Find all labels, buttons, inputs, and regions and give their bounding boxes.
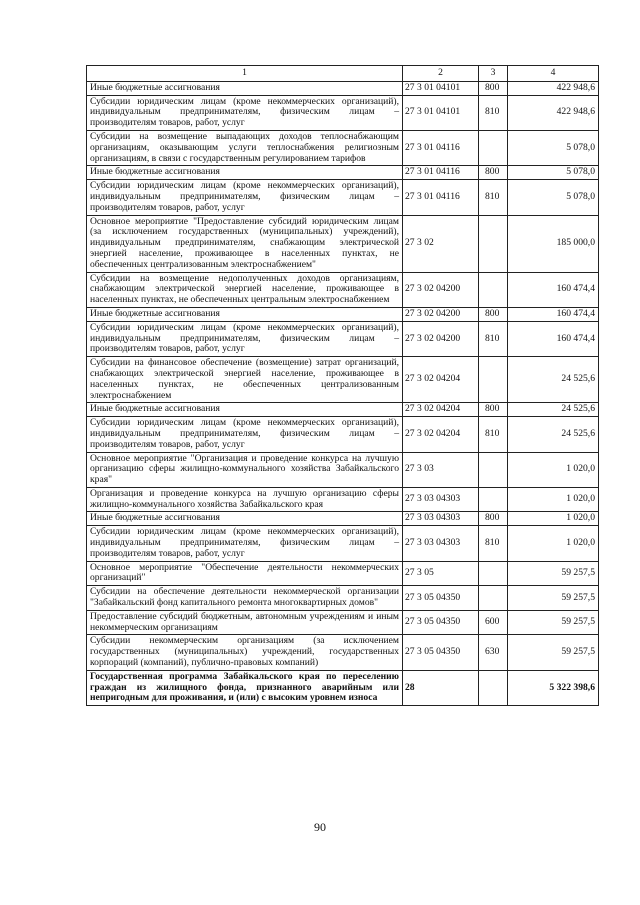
row-amount: 5 078,0 bbox=[508, 180, 599, 215]
header-col-2: 2 bbox=[403, 66, 479, 82]
row-code: 27 3 02 04204 bbox=[403, 417, 479, 452]
row-amount: 185 000,0 bbox=[508, 215, 599, 272]
row-amount: 59 257,5 bbox=[508, 635, 599, 670]
row-name: Иные бюджетные ассигнования bbox=[87, 81, 403, 95]
row-code: 27 3 02 04200 bbox=[403, 307, 479, 321]
row-code: 27 3 05 04350 bbox=[403, 610, 479, 635]
row-amount: 5 322 398,6 bbox=[508, 670, 599, 705]
table-row bbox=[87, 417, 599, 452]
row-type: 810 bbox=[479, 526, 508, 561]
row-name: Иные бюджетные ассигнования bbox=[87, 166, 403, 180]
table-row bbox=[87, 403, 599, 417]
row-name: Основное мероприятие "Обеспечение деятельности некоммерческих организаций" bbox=[87, 561, 403, 586]
row-name: Субсидии на финансовое обеспечение (возмещение) затрат организаций, снабжающих электрической энергией население, проживающее в населенных пунктах, не обеспеченных централизованным электроснабжением bbox=[87, 357, 403, 403]
row-amount: 160 474,4 bbox=[508, 307, 599, 321]
row-code: 27 3 01 04116 bbox=[403, 180, 479, 215]
row-type: 630 bbox=[479, 635, 508, 670]
row-name: Государственная программа Забайкальского края по переселению граждан из жилищного фонда, признанного аварийным или непригодным для проживания, и (или) с высоким уровнем износа bbox=[87, 670, 403, 705]
row-name: Субсидии на возмещение выпадающих доходов теплоснабжающим организациям, оказывающим услуги теплоснабжения религиозным организациям, в связи с государственным регулированием тарифов bbox=[87, 130, 403, 165]
table-row bbox=[87, 487, 599, 512]
row-type bbox=[479, 452, 508, 487]
table-row bbox=[87, 452, 599, 487]
row-amount: 160 474,4 bbox=[508, 272, 599, 307]
table-row bbox=[87, 307, 599, 321]
row-name: Субсидии юридическим лицам (кроме некоммерческих организаций), индивидуальным предпринимателям, физическим лицам – производителям товаров, работ, услуг bbox=[87, 95, 403, 130]
row-code: 27 3 05 04350 bbox=[403, 635, 479, 670]
row-code: 27 3 02 bbox=[403, 215, 479, 272]
table-row bbox=[87, 130, 599, 165]
row-amount: 59 257,5 bbox=[508, 586, 599, 611]
row-amount: 422 948,6 bbox=[508, 81, 599, 95]
row-name: Субсидии некоммерческим организациям (за исключением государственных (муниципальных) учреждений, государственных корпораций (компаний), публично-правовых компаний) bbox=[87, 635, 403, 670]
row-type: 800 bbox=[479, 81, 508, 95]
row-name: Иные бюджетные ассигнования bbox=[87, 403, 403, 417]
table-row bbox=[87, 357, 599, 403]
row-code: 27 3 02 04200 bbox=[403, 272, 479, 307]
row-code: 27 3 02 04204 bbox=[403, 357, 479, 403]
row-code: 27 3 05 04350 bbox=[403, 586, 479, 611]
table-row bbox=[87, 635, 599, 670]
header-row bbox=[87, 66, 599, 82]
page-number: 90 bbox=[314, 820, 326, 834]
row-type: 800 bbox=[479, 403, 508, 417]
row-type bbox=[479, 130, 508, 165]
table-row bbox=[87, 610, 599, 635]
table-row bbox=[87, 95, 599, 130]
table-row bbox=[87, 81, 599, 95]
row-name: Предоставление субсидий бюджетным, автономным учреждениям и иным некоммерческим организациям bbox=[87, 610, 403, 635]
row-name: Основное мероприятие "Предоставление субсидий юридическим лицам (за исключением государственных (муниципальных) учреждений), индивидуальным предпринимателям, снабжающим электрической энергией население, проживающее в населенных пунктах, не обеспеченных централизованным электроснабжением" bbox=[87, 215, 403, 272]
row-amount: 24 525,6 bbox=[508, 357, 599, 403]
row-name: Субсидии юридическим лицам (кроме некоммерческих организаций), индивидуальным предпринимателям, физическим лицам – производителям товаров, работ, услуг bbox=[87, 321, 403, 356]
row-code: 27 3 05 bbox=[403, 561, 479, 586]
row-name: Субсидии на обеспечение деятельности некоммерческой организации "Забайкальский фонд капитального ремонта многоквартирных домов" bbox=[87, 586, 403, 611]
table-row bbox=[87, 215, 599, 272]
table-row bbox=[87, 180, 599, 215]
row-name: Основное мероприятие "Организация и проведение конкурса на лучшую организацию сферы жилищно-коммунального хозяйства Забайкальского края" bbox=[87, 452, 403, 487]
row-type: 800 bbox=[479, 166, 508, 180]
row-type: 810 bbox=[479, 180, 508, 215]
row-code: 27 3 01 04101 bbox=[403, 95, 479, 130]
table-row bbox=[87, 670, 599, 705]
row-amount: 24 525,6 bbox=[508, 417, 599, 452]
row-type bbox=[479, 357, 508, 403]
table-body bbox=[87, 66, 599, 706]
row-amount: 422 948,6 bbox=[508, 95, 599, 130]
row-type: 810 bbox=[479, 417, 508, 452]
row-amount: 1 020,0 bbox=[508, 512, 599, 526]
row-amount: 1 020,0 bbox=[508, 487, 599, 512]
row-code: 27 3 02 04204 bbox=[403, 403, 479, 417]
row-code: 27 3 01 04116 bbox=[403, 130, 479, 165]
table-row bbox=[87, 321, 599, 356]
table-row bbox=[87, 512, 599, 526]
row-code: 28 bbox=[403, 670, 479, 705]
row-type bbox=[479, 215, 508, 272]
row-type bbox=[479, 586, 508, 611]
row-amount: 59 257,5 bbox=[508, 610, 599, 635]
row-name: Субсидии юридическим лицам (кроме некоммерческих организаций), индивидуальным предпринимателям, физическим лицам – производителям товаров, работ, услуг bbox=[87, 417, 403, 452]
row-name: Иные бюджетные ассигнования bbox=[87, 512, 403, 526]
row-type: 800 bbox=[479, 512, 508, 526]
row-code: 27 3 03 04303 bbox=[403, 512, 479, 526]
row-code: 27 3 01 04116 bbox=[403, 166, 479, 180]
row-type: 600 bbox=[479, 610, 508, 635]
row-amount: 5 078,0 bbox=[508, 130, 599, 165]
row-name: Субсидии на возмещение недополученных доходов организациям, снабжающим электрической энергией население, проживающее в населенных пунктах, не обеспеченных центральным электроснабжением bbox=[87, 272, 403, 307]
row-type bbox=[479, 272, 508, 307]
row-code: 27 3 03 04303 bbox=[403, 487, 479, 512]
header-col-4: 4 bbox=[508, 66, 599, 82]
row-type bbox=[479, 670, 508, 705]
row-amount: 1 020,0 bbox=[508, 452, 599, 487]
header-col-3: 3 bbox=[479, 66, 508, 82]
row-type: 810 bbox=[479, 95, 508, 130]
table-row bbox=[87, 166, 599, 180]
row-name: Субсидии юридическим лицам (кроме некоммерческих организаций), индивидуальным предпринимателям, физическим лицам – производителям товаров, работ, услуг bbox=[87, 526, 403, 561]
row-name: Организация и проведение конкурса на лучшую организацию сферы жилищно-коммунального хозяйства Забайкальского края bbox=[87, 487, 403, 512]
row-type bbox=[479, 561, 508, 586]
row-type bbox=[479, 487, 508, 512]
table-row bbox=[87, 586, 599, 611]
row-amount: 5 078,0 bbox=[508, 166, 599, 180]
row-code: 27 3 01 04101 bbox=[403, 81, 479, 95]
row-name: Субсидии юридическим лицам (кроме некоммерческих организаций), индивидуальным предпринимателям, физическим лицам – производителям товаров, работ, услуг bbox=[87, 180, 403, 215]
row-amount: 160 474,4 bbox=[508, 321, 599, 356]
row-type: 810 bbox=[479, 321, 508, 356]
header-col-1: 1 bbox=[87, 66, 403, 82]
row-name: Иные бюджетные ассигнования bbox=[87, 307, 403, 321]
table-row bbox=[87, 526, 599, 561]
row-code: 27 3 03 04303 bbox=[403, 526, 479, 561]
table-row bbox=[87, 272, 599, 307]
row-code: 27 3 02 04200 bbox=[403, 321, 479, 356]
budget-table bbox=[86, 65, 599, 706]
row-amount: 59 257,5 bbox=[508, 561, 599, 586]
row-type: 800 bbox=[479, 307, 508, 321]
table-row bbox=[87, 561, 599, 586]
row-code: 27 3 03 bbox=[403, 452, 479, 487]
row-amount: 1 020,0 bbox=[508, 526, 599, 561]
row-amount: 24 525,6 bbox=[508, 403, 599, 417]
